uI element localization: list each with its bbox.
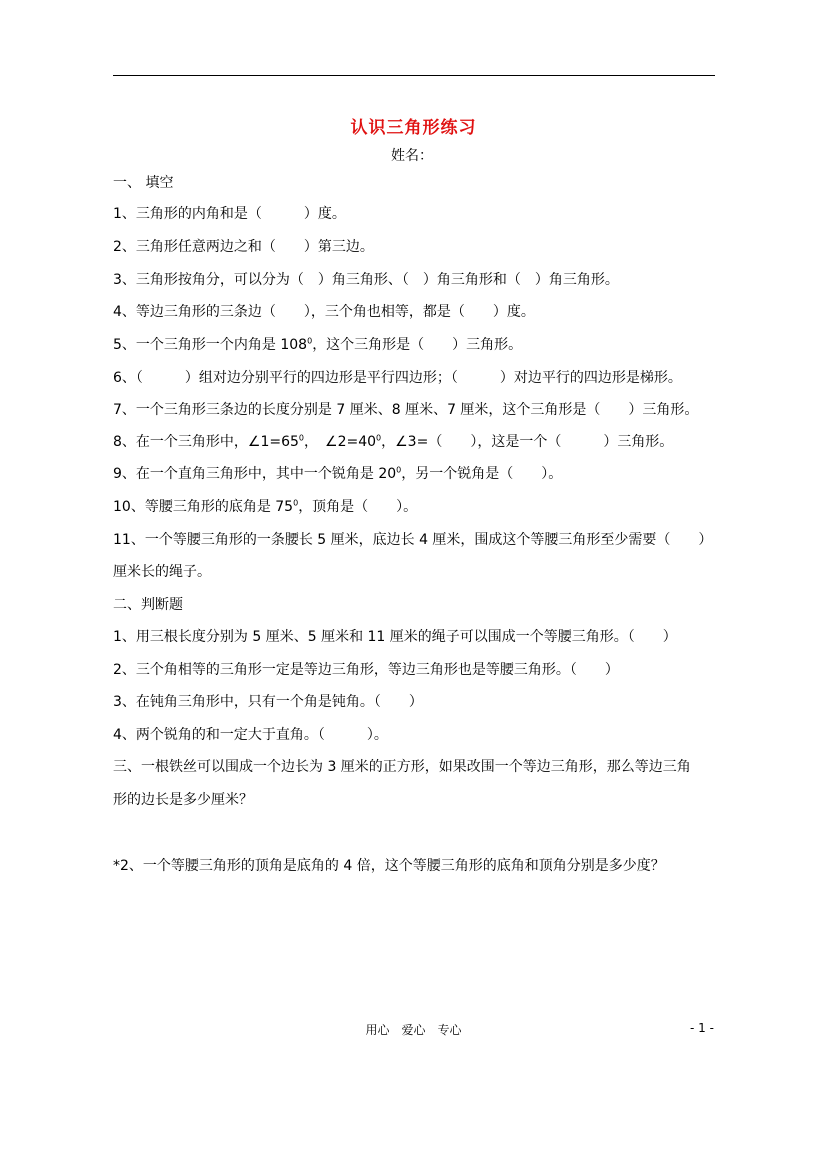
- fill-item-7: 7、一个三角形三条边的长度分别是 7 厘米、8 厘米、7 厘米，这个三角形是（ ）三角形。: [113, 402, 699, 418]
- name-label: 姓名：: [391, 148, 433, 164]
- fill-item-2: 2、三角形任意两边之和（ ）第三边。: [113, 239, 374, 255]
- judge-item-2: 2、三个角相等的三角形一定是等边三角形，等边三角形也是等腰三角形。（ ）: [113, 662, 619, 678]
- fill-item-1: 1、三角形的内角和是（ ）度。: [113, 206, 346, 222]
- footer-motto: 用心 爱心 专心: [365, 1023, 462, 1037]
- section3-line1: 三、一根铁丝可以围成一个边长为 3 厘米的正方形，如果改围一个等边三角形，那么等边三角: [113, 759, 691, 775]
- fill-item-11-cont: 厘米长的绳子。: [113, 564, 211, 580]
- degree-sup: 0: [293, 498, 299, 508]
- judge-item-3: 3、在钝角三角形中，只有一个角是钝角。（ ）: [113, 694, 423, 710]
- section2-heading: 二、判断题: [113, 597, 183, 613]
- degree-sup: 0: [376, 433, 382, 443]
- degree-sup: 0: [396, 465, 402, 475]
- fill-item-3: 3、三角形按角分，可以分为（ ）角三角形、（ ）角三角形和（ ）角三角形。: [113, 272, 619, 288]
- fill-item-8-a: 8、在一个三角形中，∠1=65: [113, 434, 299, 450]
- page-title: 认识三角形练习: [350, 118, 477, 138]
- section1-heading: 一、 填空: [113, 175, 174, 191]
- degree-sup: 0: [307, 336, 313, 346]
- fill-item-10-a: 10、等腰三角形的底角是 75: [113, 499, 294, 515]
- fill-item-10-b: ，顶角是（ ）。: [298, 499, 418, 515]
- fill-item-5-b: ，这个三角形是（ ）三角形。: [312, 337, 523, 353]
- fill-item-4: 4、等边三角形的三条边（ ），三个角也相等，都是（ ）度。: [113, 304, 535, 320]
- section3-line2: 形的边长是多少厘米？: [113, 792, 253, 808]
- fill-item-9-b: ，另一个锐角是（ ）。: [401, 466, 563, 482]
- fill-item-9-a: 9、在一个直角三角形中，其中一个锐角是 20: [113, 466, 397, 482]
- fill-item-8-c: ，∠3=（ ），这是一个（ ）三角形。: [381, 434, 674, 450]
- judge-item-1: 1、用三根长度分别为 5 厘米、5 厘米和 11 厘米的绳子可以围成一个等腰三角形。（ ）: [113, 629, 677, 645]
- degree-sup: 0: [298, 433, 305, 443]
- fill-item-5-a: 5、一个三角形一个内角是 108: [113, 337, 308, 353]
- judge-item-4: 4、两个锐角的和一定大于直角。（ ）。: [113, 727, 388, 743]
- fill-item-10: [113, 498, 417, 516]
- fill-item-11: 11、一个等腰三角形的一条腰长 5 厘米，底边长 4 厘米，围成这个等腰三角形至少需要（ ）: [113, 532, 713, 548]
- fill-item-6: 6、（ ）组对边分别平行的四边形是平行四边形；（ ）对边平行的四边形是梯形。: [113, 370, 682, 386]
- fill-item-9: [113, 465, 562, 483]
- fill-item-8-b: ， ∠2=40: [304, 434, 377, 450]
- fill-item-5: [113, 336, 522, 354]
- fill-item-8: [113, 433, 673, 451]
- header-rule: [113, 75, 715, 76]
- section3-question-2: *2、一个等腰三角形的顶角是底角的 4 倍，这个等腰三角形的底角和顶角分别是多少度？: [113, 858, 665, 874]
- page-number: - 1 -: [690, 1021, 714, 1035]
